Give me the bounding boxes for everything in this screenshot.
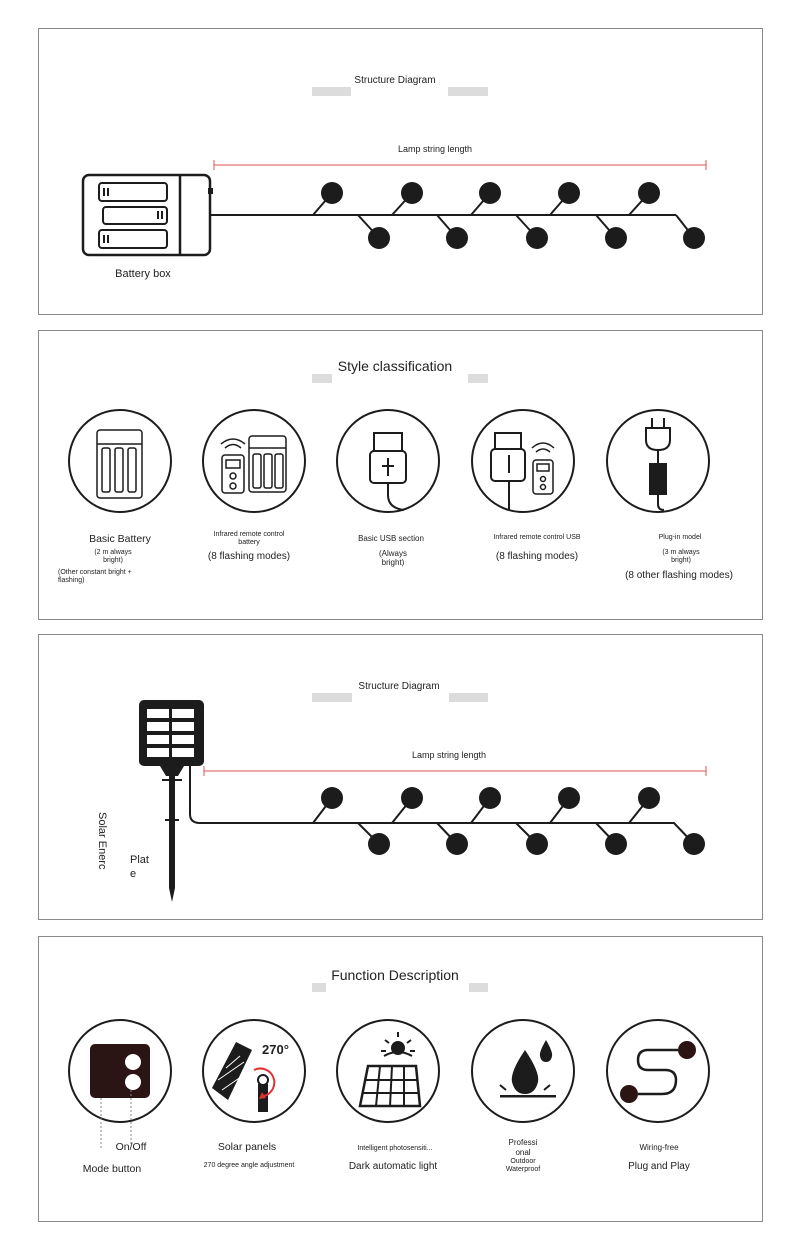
section1-length-label: Lamp string length: [397, 144, 473, 154]
solar-plate-label-2: Plat: [130, 854, 149, 866]
function-professional-label: Professi: [508, 1138, 538, 1147]
battery-pack-icon: [97, 430, 142, 498]
style-basic-battery-note: (2 m always bright): [94, 549, 132, 565]
solar-plate-label-3: e: [130, 868, 137, 880]
rotation-badge: 270°: [262, 1042, 289, 1057]
style-ir-battery-note: (8 flashing modes): [207, 551, 291, 562]
style-plugin-note2: (8 other flashing modes): [625, 570, 733, 581]
function-solar-panels-label: Solar panels: [217, 1141, 277, 1153]
function-icons: [0, 1010, 790, 1150]
style-plugin-name: Plug-in model: [658, 534, 702, 541]
solar-string-diagram: [0, 630, 790, 950]
function-wiring-free-label: Wiring-free: [639, 1143, 679, 1152]
section3-title: Structure Diagram: [358, 681, 440, 692]
style-usb-note: (Always bright): [378, 549, 407, 568]
style-basic-battery-name: Basic Battery: [89, 533, 151, 545]
section4-title: Function Description: [331, 967, 459, 983]
style-icons: [0, 400, 790, 540]
style-ir-usb-name: Infrared remote control USB: [493, 534, 581, 541]
function-waterproof-label: Waterproof: [505, 1166, 541, 1173]
section1-title: Structure Diagram: [354, 75, 436, 86]
style-ir-usb-note: (8 flashing modes): [495, 551, 579, 562]
title-bar-right: [468, 374, 488, 383]
function-on-off-label: On/Off: [115, 1141, 147, 1153]
title-bar-left: [312, 374, 332, 383]
style-plugin-note: (3 m always bright): [662, 549, 700, 565]
title-bar-right: [469, 983, 488, 992]
remote-battery-icon: [221, 436, 286, 493]
function-dark-light-label: Dark automatic light: [348, 1161, 438, 1172]
section3-length-label: Lamp string length: [411, 750, 487, 760]
solar-plate-label-rotated: Solar Enerc: [96, 812, 108, 870]
section2-title: Style classification: [337, 358, 453, 374]
function-photosensitive-label: Intelligent photosensiti...: [357, 1145, 433, 1152]
style-ir-battery-name: Infrared remote control battery: [213, 531, 285, 547]
function-professional-label-2: onal: [515, 1148, 531, 1157]
battery-box-label: Battery box: [115, 268, 171, 280]
style-usb-name: Basic USB section: [358, 534, 424, 543]
function-mode-button-label: Mode button: [82, 1163, 142, 1175]
function-plug-play-label: Plug and Play: [628, 1161, 690, 1172]
function-outdoor-label: Outdoor: [510, 1158, 536, 1165]
title-bar-left: [312, 983, 326, 992]
style-basic-battery-note2: (Other constant bright + flashing): [58, 569, 132, 585]
mode-button-icon: [90, 1044, 150, 1148]
function-angle-label: 270 degree angle adjustment: [203, 1162, 295, 1169]
